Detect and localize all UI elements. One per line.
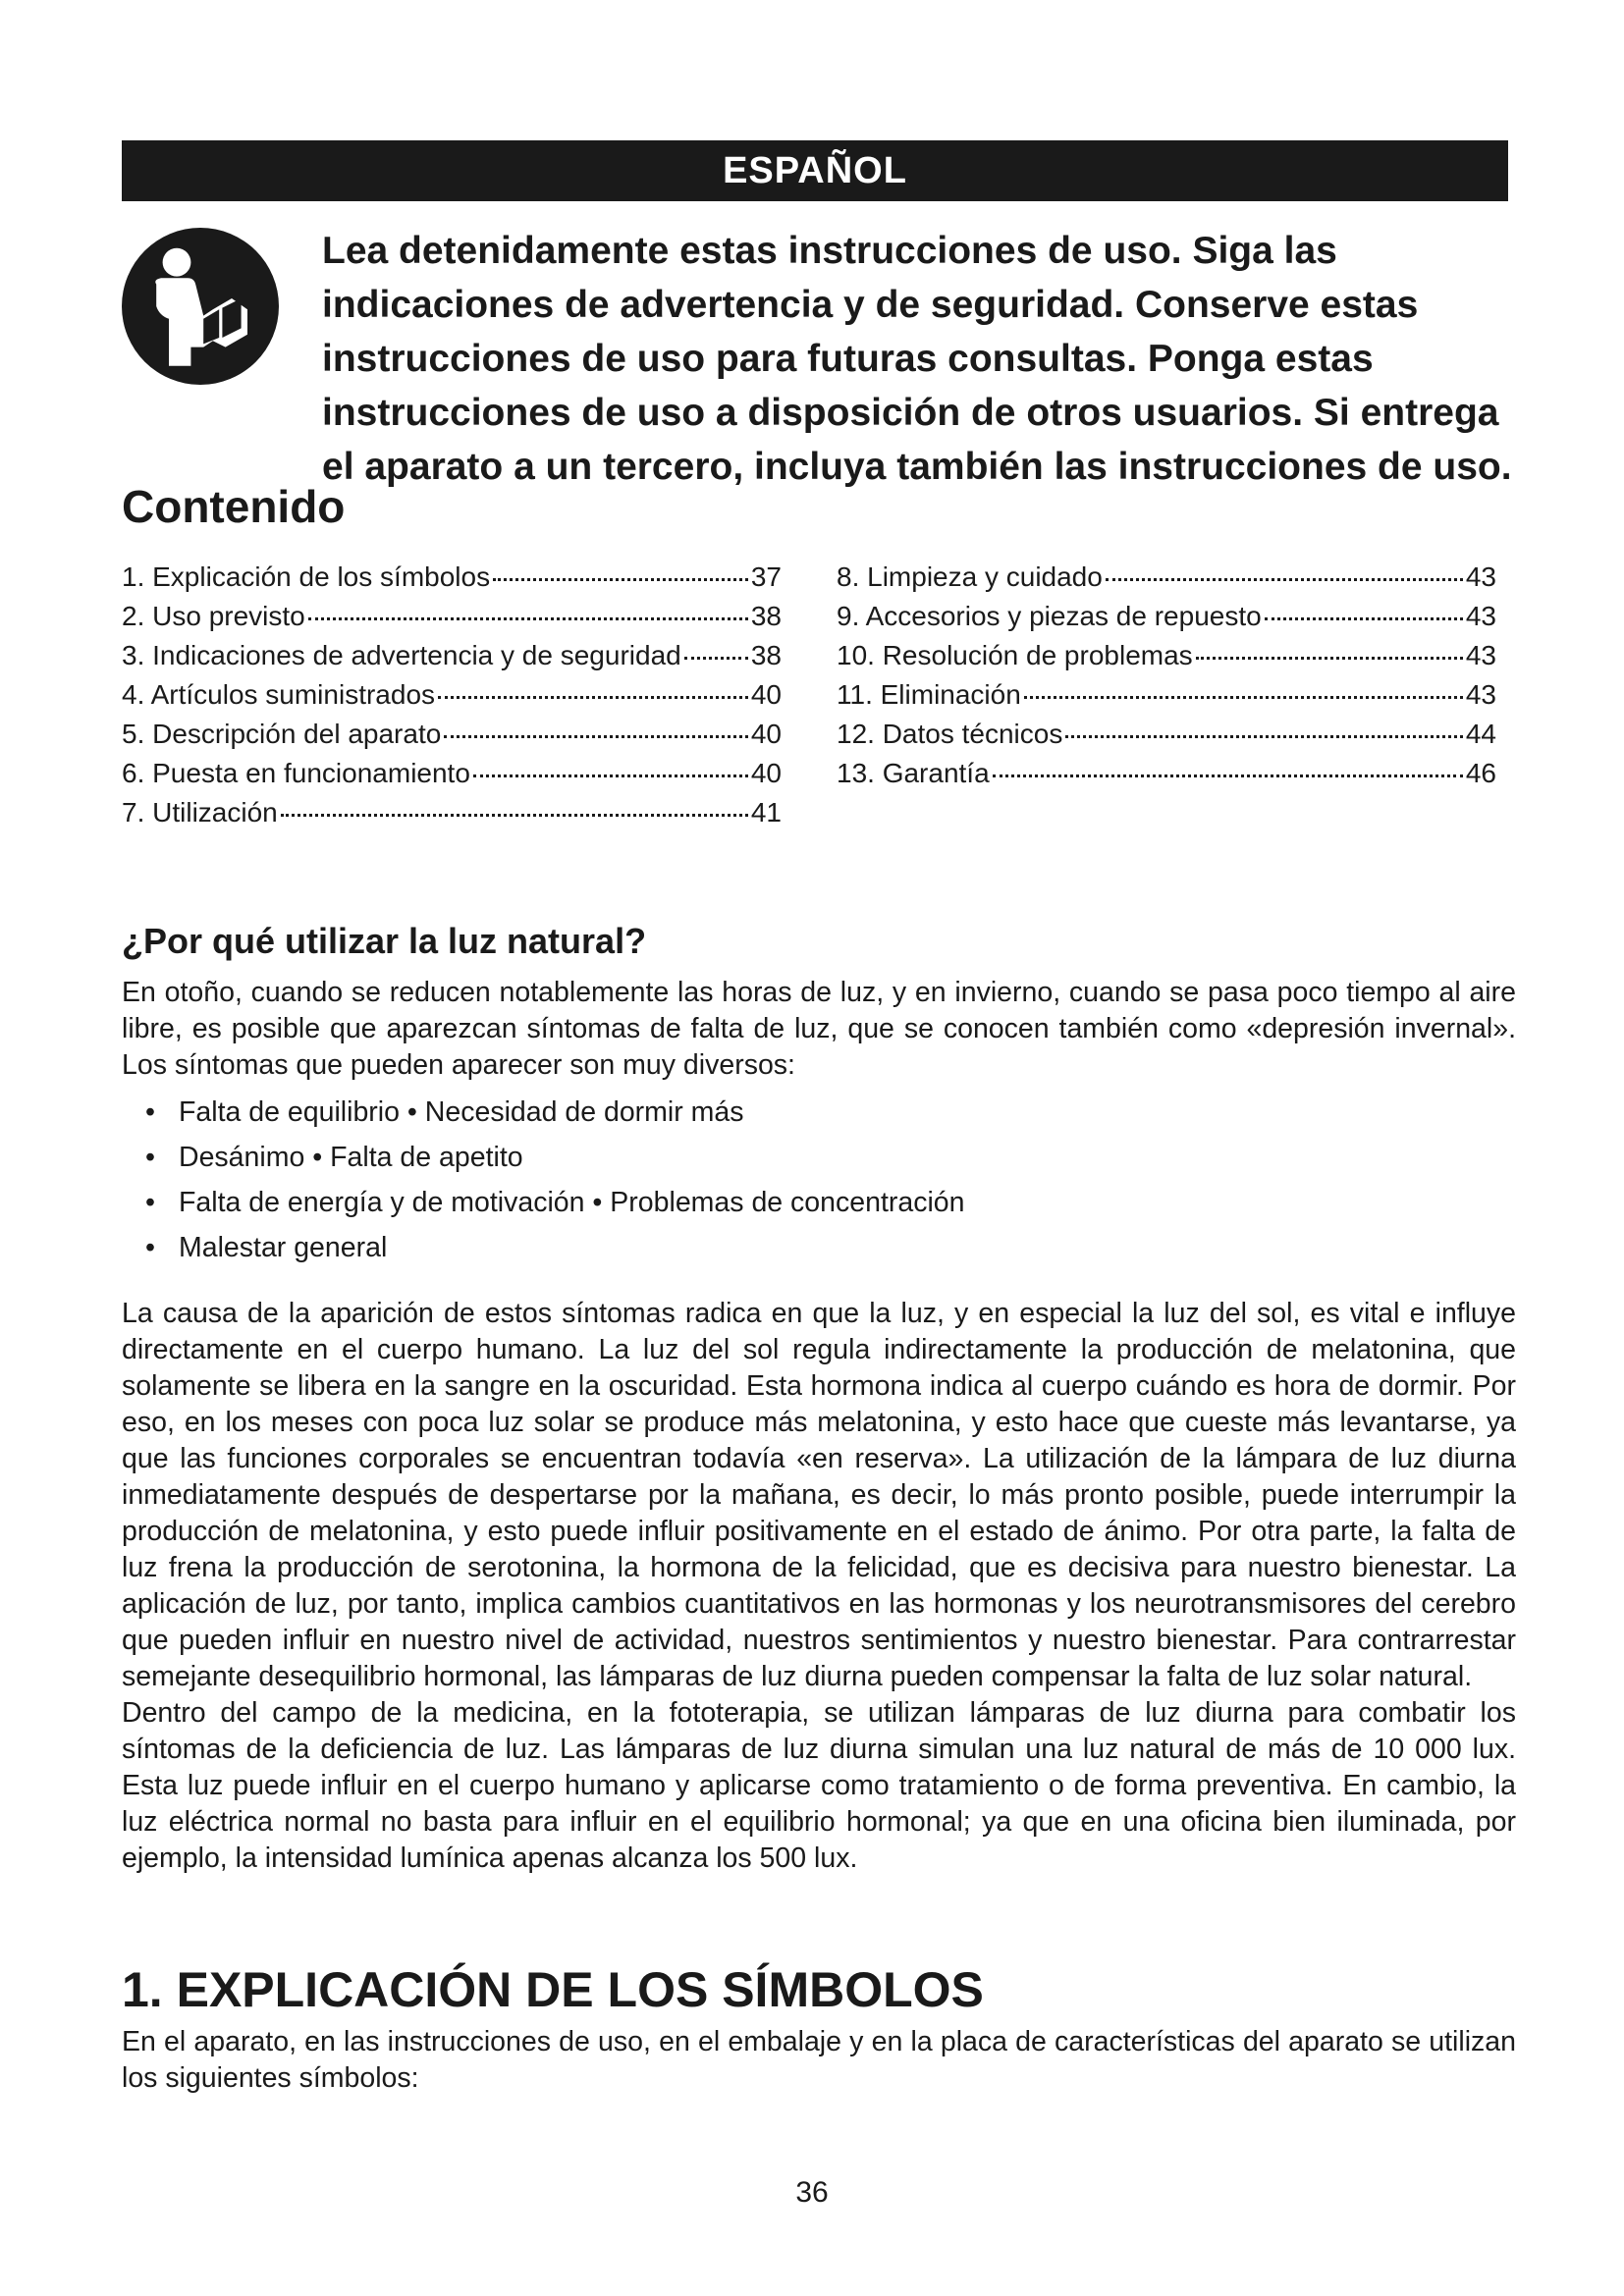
toc-label: 6. Puesta en funcionamiento <box>122 758 470 788</box>
page-number: 36 <box>795 2176 829 2209</box>
toc-page: 40 <box>750 719 782 749</box>
toc-leader <box>993 774 1463 777</box>
toc-label: 12. Datos técnicos <box>837 719 1063 749</box>
toc-item[interactable] <box>122 597 782 636</box>
toc-leader <box>1265 617 1463 620</box>
language-label: ESPAÑOL <box>723 149 907 191</box>
read-manual-icon <box>122 228 279 385</box>
toc-page: 43 <box>1465 640 1496 670</box>
language-banner <box>122 140 1508 201</box>
toc-label: 5. Descripción del aparato <box>122 719 442 749</box>
toc-right-column <box>837 558 1496 793</box>
natural-light-section <box>122 918 1516 1877</box>
natural-light-heading: ¿Por qué utilizar la luz natural? <box>122 921 647 961</box>
toc-page: 40 <box>750 758 782 788</box>
toc-item[interactable] <box>122 793 782 832</box>
toc-page: 46 <box>1465 758 1496 788</box>
symptom-item: • Falta de equilibrio • Necesidad de dormir más <box>122 1090 1516 1135</box>
natural-light-paragraph-2: Dentro del campo de la medicina, en la fototerapia, se utilizan lámparas de luz diurna para combatir los síntomas de la deficiencia de luz. Las lámparas de luz diurna simulan una luz natural de más de 10 000 lux. Esta luz puede influir en el cuerpo humano y aplicarse como tratamiento o de forma preventiva. En cambio, la luz eléctrica normal no basta para influir en el equilibrio hormonal; ya que en una oficina bien iluminada, por ejemplo, la intensidad lumínica apenas alcanza los 500 lux. <box>122 1697 1516 1874</box>
toc-item[interactable] <box>837 597 1496 636</box>
toc-item[interactable] <box>837 558 1496 597</box>
toc-page: 43 <box>1465 601 1496 631</box>
contents-title: Contenido <box>122 481 346 532</box>
toc-item[interactable] <box>837 754 1496 793</box>
toc-item[interactable] <box>122 754 782 793</box>
toc-page: 40 <box>750 679 782 710</box>
toc-leader <box>1106 578 1463 581</box>
toc-page: 38 <box>750 601 782 631</box>
toc-item[interactable] <box>837 636 1496 675</box>
symbols-section <box>122 1959 1516 2097</box>
toc-leader <box>1065 735 1463 738</box>
toc-item[interactable] <box>122 715 782 754</box>
toc-page: 43 <box>1465 561 1496 592</box>
toc-page: 37 <box>750 561 782 592</box>
toc-label: 9. Accesorios y piezas de repuesto <box>837 601 1262 631</box>
toc-label: 3. Indicaciones de advertencia y de seguridad <box>122 640 681 670</box>
toc-label: 7. Utilización <box>122 797 278 828</box>
toc-leader <box>438 696 748 699</box>
toc-label: 10. Resolución de problemas <box>837 640 1193 670</box>
natural-light-intro: En otoño, cuando se reducen notablemente las horas de luz, y en invierno, cuando se pasa poco tiempo al aire libre, es posible que aparezcan síntomas de falta de luz, que se conocen también como «depresión invernal». Los síntomas que pueden aparecer son muy diversos: <box>122 977 1516 1081</box>
toc-page: 41 <box>750 797 782 828</box>
toc-left-column <box>122 558 782 832</box>
toc-page: 38 <box>750 640 782 670</box>
symbols-heading: 1. EXPLICACIÓN DE LOS SÍMBOLOS <box>122 1962 984 2017</box>
toc-item[interactable] <box>122 636 782 675</box>
symptom-item: • Malestar general <box>122 1225 1516 1270</box>
toc-leader <box>684 657 748 660</box>
toc-item[interactable] <box>122 675 782 715</box>
toc-leader <box>1196 657 1463 660</box>
toc-label: 1. Explicación de los símbolos <box>122 561 491 592</box>
symbols-intro: En el aparato, en las instrucciones de uso, en el embalaje y en la placa de características del aparato se utilizan los siguientes símbolos: <box>122 2026 1516 2094</box>
toc-item[interactable] <box>837 675 1496 715</box>
intro-warning-text: Lea detenidamente estas instrucciones de uso. Siga las indicaciones de advertencia y de seguridad. Conserve estas instrucciones de uso para futuras consultas. Ponga estas instrucciones de uso a disposición de otros usuarios. Si entrega el aparato a un tercero, incluya también las instrucciones de uso. <box>322 230 1512 488</box>
toc-label: 2. Uso previsto <box>122 601 305 631</box>
natural-light-paragraph-1: La causa de la aparición de estos síntomas radica en que la luz, y en especial la luz del sol, es vital e influye directamente en el cuerpo humano. La luz del sol regula indirectamente la producción de melatonina, que solamente se libera en la sangre en la oscuridad. Esta hormona indica al cuerpo cuándo es hora de dormir. Por eso, en los meses con poca luz solar se produce más melatonina, y esto hace que cueste más levantarse, ya que las funciones corporales se encuentran todavía «en reserva». La utilización de la lámpara de luz diurna inmediatamente después de despertarse por la mañana, es decir, lo más pronto posible, puede interrumpir la producción de melatonina, y esto puede influir positivamente en el estado de ánimo. Por otra parte, la falta de luz frena la producción de serotonina, la hormona de la felicidad, que es decisiva para nuestro bienestar. La aplicación de luz, por tanto, implica cambios cuantitativos en las hormonas y los neurotransmisores del cerebro que pueden influir en nuestro nivel de actividad, nuestros sentimientos y nuestro bienestar. Para contrarrestar semejante desequilibrio hormonal, las lámparas de luz diurna pueden compensar la falta de luz solar natural. <box>122 1298 1516 1692</box>
toc-label: 4. Artículos suministrados <box>122 679 436 710</box>
toc-label: 11. Eliminación <box>837 679 1021 710</box>
toc-page: 44 <box>1465 719 1496 749</box>
toc-page: 43 <box>1465 679 1496 710</box>
toc-item[interactable] <box>837 715 1496 754</box>
toc-leader <box>308 617 748 620</box>
toc-leader <box>444 735 748 738</box>
toc-leader <box>281 814 748 817</box>
symptom-item: • Falta de energía y de motivación • Problemas de concentración <box>122 1180 1516 1225</box>
toc-item[interactable] <box>122 558 782 597</box>
toc-label: 8. Limpieza y cuidado <box>837 561 1103 592</box>
symptom-list <box>122 1090 1516 1270</box>
toc-leader <box>473 774 748 777</box>
toc-leader <box>1024 696 1463 699</box>
symptom-item: • Desánimo • Falta de apetito <box>122 1135 1516 1180</box>
toc-leader <box>493 578 748 581</box>
toc-label: 13. Garantía <box>837 758 990 788</box>
